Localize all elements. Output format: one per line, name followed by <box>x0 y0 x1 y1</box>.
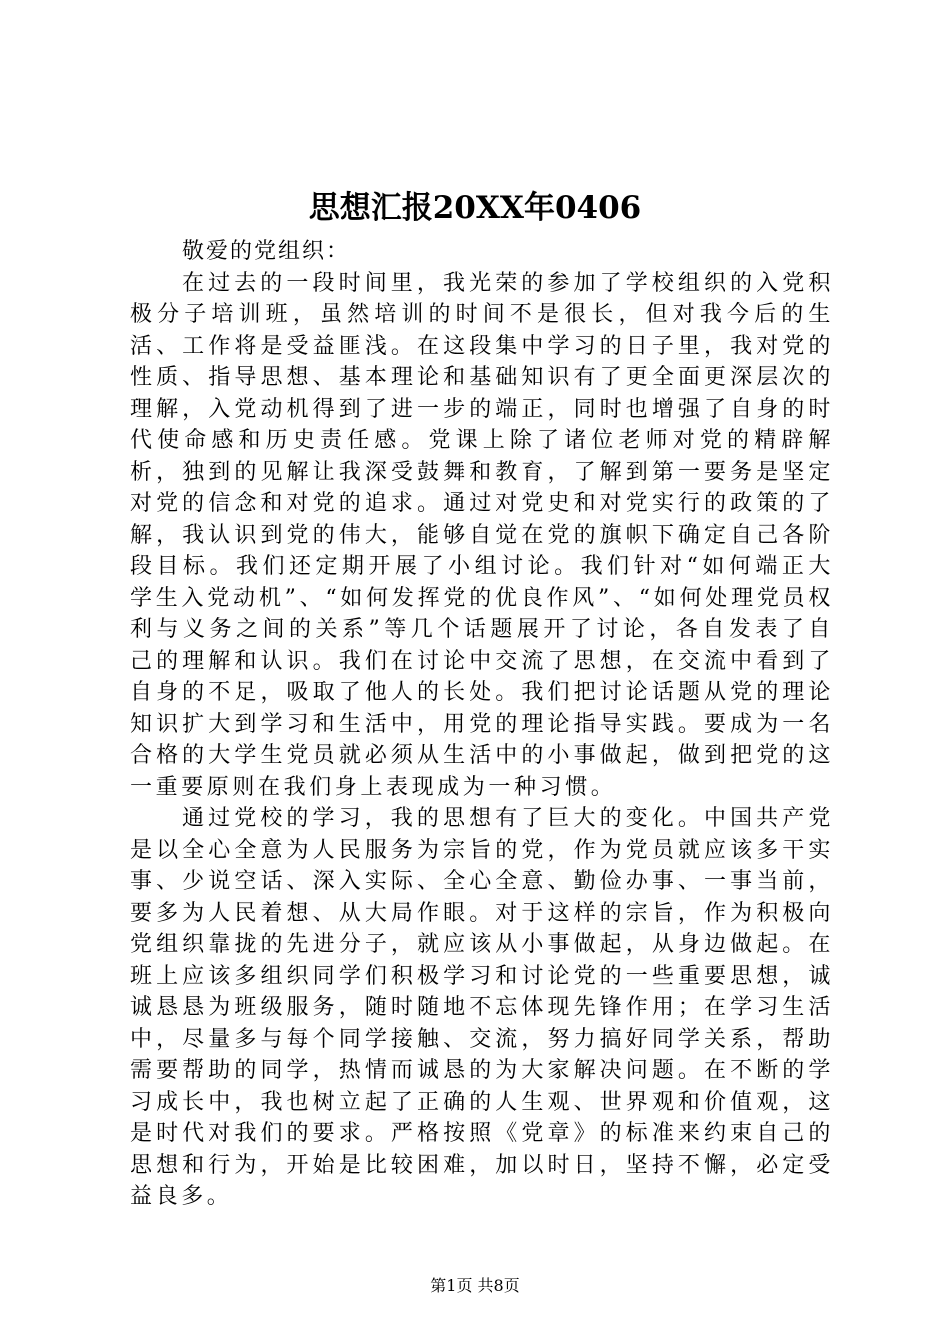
document-body <box>130 236 834 1213</box>
salutation: 敬爱的党组织： <box>182 239 351 264</box>
paragraph-1: 在过去的一段时间里，我光荣的参加了学校组织的入党积极分子培训班，虽然培训的时间不是很长，但对我今后的生活、工作将是受益匪浅。在这段集中学习的日子里，我对党的性质、指导思想、基本理论和基础知识有了更全面更深层次的理解，入党动机得到了进一步的端正，同时也增强了自身的时代使命感和历史责任感。党课上除了诸位老师对党的精辟解析，独到的见解让我深受鼓舞和教育，了解到第一要务是坚定对党的信念和对党的追求。通过对党史和对党实行的政策的了解，我认识到党的伟大，能够自觉在党的旗帜下确定自己各阶段目标。我们还定期开展了小组讨论。我们针对“如何端正大学生入党动机”、“如何发挥党的优良作风”、“如何处理党员权利与义务之间的关系”等几个话题展开了讨论，各自发表了自己的理解和认识。我们在讨论中交流了思想，在交流中看到了自身的不足，吸取了他人的长处。我们把讨论话题从党的理论知识扩大到学习和生活中，用党的理论指导实践。要成为一名合格的大学生党员就必须从生活中的小事做起，做到把党的这一重要原则在我们身上表现成为一种习惯。 <box>130 270 834 800</box>
page-number: 第1页 共8页 <box>430 1276 520 1295</box>
paragraph-2: 通过党校的学习，我的思想有了巨大的变化。中国共产党是以全心全意为人民服务为宗旨的党，作为党员就应该多干实事、少说空话、深入实际、全心全意、勤俭办事、一事当前，要多为人民着想、从大局作眼。对于这样的宗旨，作为积极向党组织靠拢的先进分子，就应该从小事做起，从身边做起。在班上应该多组织同学们积极学习和讨论党的一些重要思想，诚诚恳恳为班级服务，随时随地不忘体现先锋作用；在学习生活中，尽量多与每个同学接触、交流，努力搞好同学关系，帮助需要帮助的同学，热情而诚恳的为大家解决问题。在不断的学习成长中，我也树立起了正确的人生观、世界观和价值观，这是时代对我们的要求。严格按照《党章》的标准来约束自己的思想和行为，开始是比较困难，加以时日，坚持不懈，必定受益良多。 <box>130 806 834 1209</box>
document-title: 思想汇报20XX年0406 <box>308 190 642 226</box>
